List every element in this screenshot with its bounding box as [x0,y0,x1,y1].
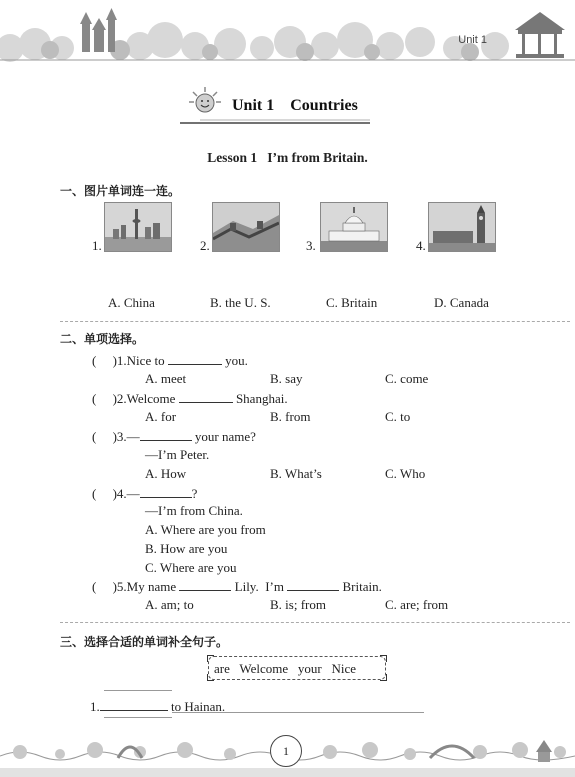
section3-heading: 三、选择合适的单词补全句子。 [60,635,229,649]
header-unit-tag: Unit 1 [458,34,487,46]
picture-number-2: 2. [200,238,210,253]
option-c: C. come [385,371,429,386]
unit-title-number: Unit 1 [232,97,275,114]
writing-line-top [104,690,172,691]
writing-line-under [104,717,172,718]
question-number: 3. [116,429,127,444]
answer-blank[interactable] [287,578,339,591]
answer-blank[interactable] [179,578,231,591]
question-3 [92,428,256,445]
header-decoration [0,0,575,62]
question-reply: —I’m Peter. [145,447,210,462]
question-2 [92,390,288,407]
question-text: Shanghai. [232,391,288,406]
answer-blank[interactable] [168,352,222,365]
word-bank: are Welcome your Nice [214,661,357,676]
question-text: — [126,429,140,444]
question-text: Lily. I’m [231,579,288,594]
question-number: 1. [116,353,127,368]
option-a: A. am; to [145,597,194,612]
question-number: 5. [116,579,127,594]
sentence-number: 1. [90,699,100,714]
option-b: B. say [270,371,303,386]
option-b: B. What’s [270,466,322,481]
question-text: your name? [191,429,256,444]
writing-line-bottom [172,712,424,713]
section2-heading: 二、单项选择。 [60,332,145,346]
sentence-text: to Hainan. [167,699,226,714]
option-c: C. are; from [385,597,449,612]
sun-icon [188,86,222,116]
word-option-1: A. China [108,295,155,310]
option-a: A. How [145,466,187,481]
option-b: B. How are you [145,541,228,556]
page-number: 1 [270,735,302,767]
question-text: My name [126,579,180,594]
picture-number-1: 1. [92,238,102,253]
question-text: Britain. [339,579,382,594]
picture-number-3: 3. [306,238,316,253]
section-divider [60,622,570,623]
section1-heading: 一、图片单词连一连。 [60,184,181,198]
option-b: B. is; from [270,597,326,612]
unit-title [232,97,358,115]
option-c: C. Who [385,466,426,481]
lesson-title: Lesson 1 I’m from Britain. [207,150,368,165]
option-a: A. for [145,409,177,424]
question-reply: —I’m from China. [145,503,243,518]
question-text: ? [191,486,198,501]
section-divider [60,321,570,322]
option-b: B. from [270,409,311,424]
big-ben-parliament-icon [428,202,496,252]
answer-paren[interactable]: ( ) [92,486,117,501]
answer-blank[interactable] [179,390,233,403]
question-5 [92,578,382,595]
question-text: you. [221,353,248,368]
question-text: — [126,486,140,501]
option-a: A. meet [145,371,187,386]
answer-paren[interactable]: ( ) [92,391,117,406]
question-text: Welcome [126,391,179,406]
great-wall-icon [212,202,280,252]
answer-paren[interactable]: ( ) [92,353,117,368]
option-c: C. to [385,409,411,424]
answer-blank[interactable] [100,698,168,711]
word-option-4: D. Canada [434,295,489,310]
picture-number-4: 4. [416,238,426,253]
answer-paren[interactable]: ( ) [92,429,117,444]
answer-blank[interactable] [140,485,192,498]
word-option-3: C. Britain [326,295,378,310]
question-number: 2. [116,391,127,406]
question-number: 4. [116,486,127,501]
answer-paren[interactable]: ( ) [92,579,117,594]
question-1 [92,352,248,369]
option-c: C. Where are you [145,560,237,575]
unit-title-name: Countries [290,97,358,114]
option-a: A. Where are you from [145,522,266,537]
answer-blank[interactable] [140,428,192,441]
word-option-2: B. the U. S. [210,295,271,310]
cn-tower-city-icon [104,202,172,252]
question-text: Nice to [126,353,168,368]
capitol-building-icon [320,202,388,252]
question-4 [92,485,197,502]
